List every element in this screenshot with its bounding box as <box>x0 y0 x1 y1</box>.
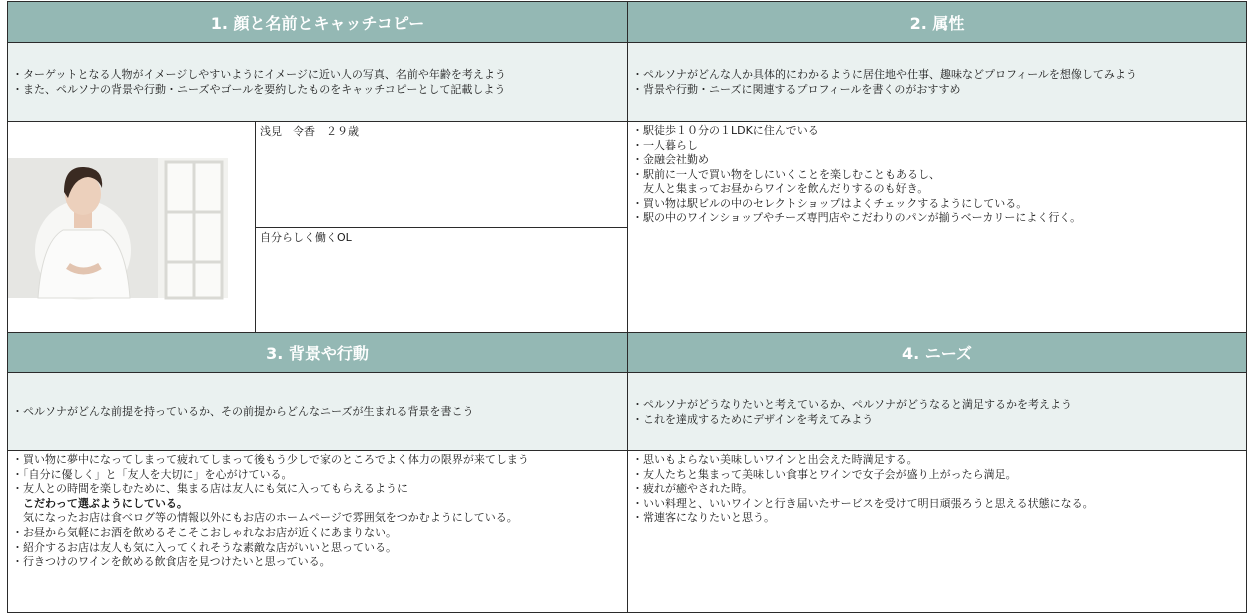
section-attributes-body <box>627 121 1247 333</box>
attribute-line: ・買い物は駅ビルの中のセレクトショップはよくチェックするようにしている。 <box>632 196 1028 210</box>
background-line: ・お昼から気軽にお酒を飲めるそこそこおしゃれなお店が近くにあまりない。 <box>12 525 397 539</box>
persona-photo <box>8 122 255 332</box>
section-background-title: 3. 背景や行動 <box>266 344 369 363</box>
background-line: ・行きつけのワインを飲める飲食店を見つけたいと思っている。 <box>12 555 331 569</box>
background-line: ・友人との時間を楽しむために、集まる店は友人にも気に入ってもらえるように <box>12 482 408 496</box>
instruction-line: ・ペルソナがどんな人か具体的にわかるように居住地や仕事、趣味などプロフィールを想像してみよう <box>632 68 1137 81</box>
instruction-line: ・ターゲットとなる人物がイメージしやすいようにイメージに近い人の写真、名前や年齢を考えよう <box>12 68 506 81</box>
section-background-header <box>7 332 628 373</box>
persona-photo-cell <box>7 121 256 333</box>
section-background-instructions <box>7 372 628 451</box>
section-needs-header <box>627 332 1247 373</box>
section-attributes-header <box>627 1 1247 43</box>
attribute-line: 友人と集まってお昼からワインを飲んだりするのも好き。 <box>632 182 929 195</box>
instruction-line: ・ペルソナがどうなりたいと考えているか、ペルソナがどうなると満足するかを考えよう <box>632 397 1072 411</box>
needs-line: ・思いもよらない美味しいワインと出会えた時満足する。 <box>632 453 918 466</box>
persona-name-age-cell <box>255 121 628 228</box>
section-attributes-instructions <box>627 42 1247 122</box>
attribute-line: ・一人暮らし <box>632 138 698 152</box>
persona-catchphrase: 自分らしく働くOL <box>260 231 352 244</box>
attribute-line: ・駅前に一人で買い物をしにいくことを楽しむこともあるし、 <box>632 167 940 181</box>
background-line: ・「自分に優しく」と「友人を大切に」を心がけている。 <box>12 467 293 481</box>
needs-line: ・いい料理と、いいワインと行き届いたサービスを受けて明日頑張ろうと思える状態になる。 <box>632 496 1094 510</box>
section-needs-body <box>627 450 1247 613</box>
background-line: 気になったお店は食べログ等の情報以外にもお店のホームページで雰囲気をつかむようにしている。 <box>23 511 518 525</box>
section-background-body <box>7 450 628 613</box>
section-attributes-title: 2. 属性 <box>909 13 965 33</box>
section-face-instructions <box>7 42 628 122</box>
section-face-header <box>7 1 628 43</box>
background-line-emphasis: こだわって選ぶようにしている。 <box>23 496 188 510</box>
instruction-line: ・これを達成するためにデザインを考えてみよう <box>632 412 874 426</box>
attribute-line: ・駅の中のワインショップやチーズ専門店やこだわりのパンが揃うベーカリーによく行く。 <box>632 211 1082 224</box>
instruction-line: ・ペルソナがどんな前提を持っているか、その前提からどんなニーズが生まれる背景を書こう <box>12 405 474 418</box>
section-needs-title: 4. ニーズ <box>902 344 972 363</box>
instruction-line: ・背景や行動・ニーズに関連するプロフィールを書くのがおすすめ <box>632 83 961 96</box>
section-face-title: 1. 顔と名前とキャッチコピー <box>210 13 425 33</box>
needs-line: ・常連客になりたいと思う。 <box>632 511 775 525</box>
attribute-line: ・駅徒歩１０分の１LDKに住んでいる <box>632 124 819 137</box>
background-line: ・紹介するお店は友人も気に入ってくれそうな素敵な店がいいと思っている。 <box>12 540 397 554</box>
needs-line: ・疲れが癒やされた時。 <box>632 482 753 496</box>
instruction-line: ・また、ペルソナの背景や行動・ニーズやゴールを要約したものをキャッチコピーとして記載しよう <box>12 83 506 96</box>
section-needs-instructions <box>627 372 1247 451</box>
persona-name-age: 浅見 令香 ２９歳 <box>260 125 359 138</box>
attribute-line: ・金融会社勤め <box>632 153 709 166</box>
background-line: ・買い物に夢中になってしまって疲れてしまって後もう少しで家のところでよく体力の限界が来てしまう <box>12 453 529 466</box>
persona-sheet <box>7 1 1247 613</box>
needs-line: ・友人たちと集まって美味しい食事とワインで女子会が盛り上がったら満足。 <box>632 467 1017 481</box>
persona-catchphrase-cell <box>255 227 628 333</box>
